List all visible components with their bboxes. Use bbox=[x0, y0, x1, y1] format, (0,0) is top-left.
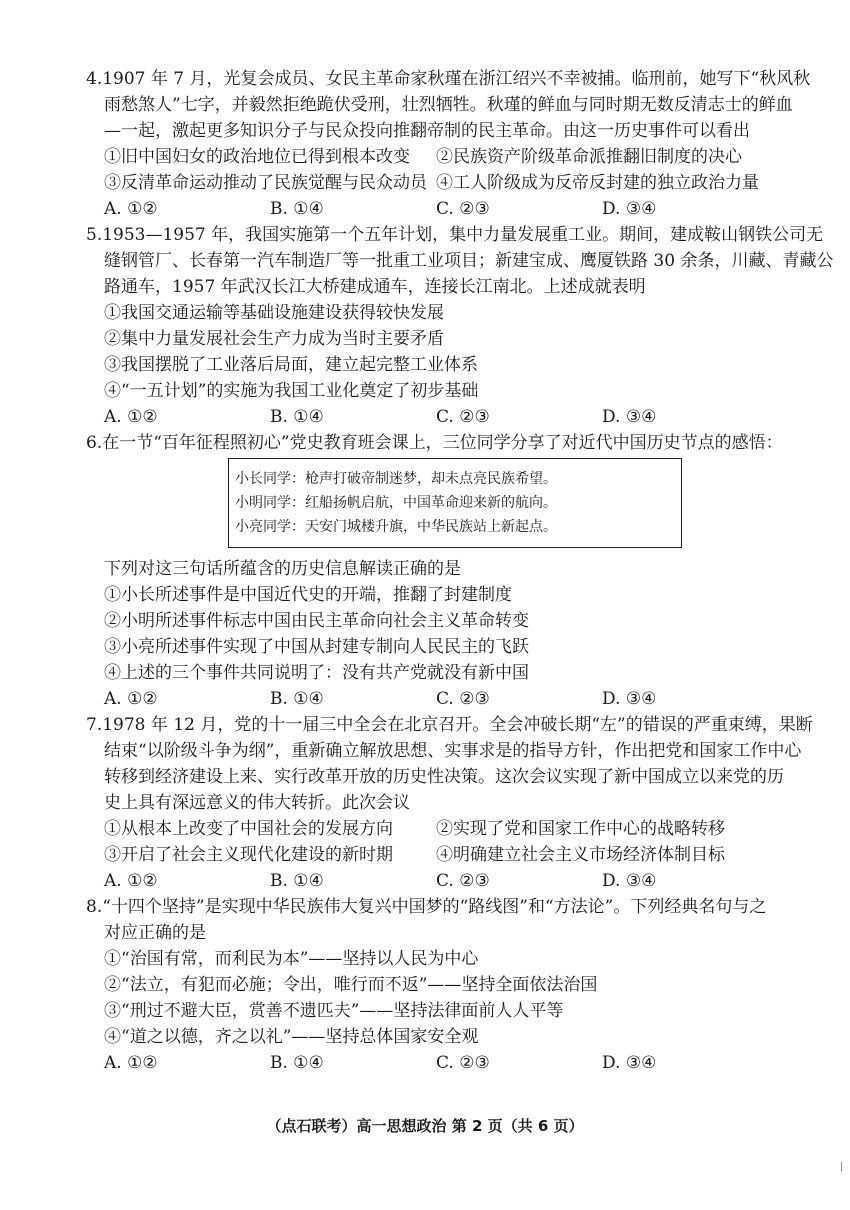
q8-option-4: ④“道之以德，齐之以礼”——坚持总体国家安全观 bbox=[104, 1027, 479, 1047]
question-5 bbox=[86, 222, 834, 430]
q4-option-4: ④工人阶级成为反帝反封建的独立政治力量 bbox=[436, 173, 759, 193]
q6-quote-xiaoming: 小明同学：红船扬帆启航，中国革命迎来新的航向。 bbox=[235, 495, 557, 511]
q5-stem-line: 5.1953—1957 年，我国实施第一个五年计划，集中力量发展重工业。期间，建成鞍山钢铁公司无 bbox=[86, 225, 824, 245]
q7-stem-line: 转移到经济建设上来、实行改革开放的历史性决策。这次会议实现了新中国成立以来党的历 bbox=[104, 767, 784, 787]
question-6-body bbox=[86, 556, 806, 712]
page-footer: （点石联考）高一思想政治 第 2 页（共 6 页） bbox=[266, 1117, 584, 1135]
question-7 bbox=[86, 712, 813, 894]
q7-option-2: ②实现了党和国家工作中心的战略转移 bbox=[436, 819, 725, 839]
q4-stem-line: 雨愁煞人”七字，并毅然拒绝跪伏受刑，壮烈牺牲。秋瑾的鲜血与同时期无数反清志士的鲜血 bbox=[104, 95, 793, 115]
q7-stem-line: 史上具有深远意义的伟大转折。此次会议 bbox=[104, 793, 410, 813]
q6-option-1: ①小长所述事件是中国近代史的开端，推翻了封建制度 bbox=[104, 585, 512, 605]
q6-quote-box bbox=[228, 458, 682, 548]
choice-c: C. ②③ bbox=[436, 1053, 490, 1073]
q7-option-4: ④明确建立社会主义市场经济体制目标 bbox=[436, 845, 725, 865]
choice-d: D. ③④ bbox=[602, 689, 657, 709]
q7-option-1: ①从根本上改变了中国社会的发展方向 bbox=[104, 819, 393, 839]
choice-b: B. ①④ bbox=[270, 199, 324, 219]
choice-a: A. ①② bbox=[104, 871, 158, 891]
q8-choices bbox=[86, 1050, 806, 1076]
q8-stem-line: 8.“十四个坚持”是实现中华民族伟大复兴中国梦的“路线图”和“方法论”。下列经典名句与之 bbox=[86, 897, 767, 917]
choice-d: D. ③④ bbox=[602, 1053, 657, 1073]
q8-stem-line: 对应正确的是 bbox=[104, 923, 206, 943]
q6-quote-xiaochang: 小长同学：枪声打破帝制迷梦，却未点亮民族希望。 bbox=[235, 471, 557, 487]
q8-option-1: ①“治国有常，而利民为本”——坚持以人民为中心 bbox=[104, 949, 479, 969]
choice-c: C. ②③ bbox=[436, 199, 490, 219]
q5-option-3: ③我国摆脱了工业落后局面，建立起完整工业体系 bbox=[104, 355, 478, 375]
question-8 bbox=[86, 894, 806, 1076]
q5-stem-line: 缝钢管厂、长春第一汽车制造厂等一批重工业项目；新建宝成、鹰厦铁路 30 余条，川藏、青藏公 bbox=[104, 251, 834, 271]
q6-option-4: ④上述的三个事件共同说明了：没有共产党就没有新中国 bbox=[104, 663, 529, 683]
choice-c: C. ②③ bbox=[436, 871, 490, 891]
q4-option-2: ②民族资产阶级革命派推翻旧制度的决心 bbox=[436, 147, 742, 167]
choice-b: B. ①④ bbox=[270, 407, 324, 427]
choice-a: A. ①② bbox=[104, 407, 158, 427]
choice-b: B. ①④ bbox=[270, 689, 324, 709]
q4-stem-line: —一起，激起更多知识分子与民众投向推翻帝制的民主革命。由这一历史事件可以看出 bbox=[104, 121, 750, 141]
q5-stem-line: 路通车，1957 年武汉长江大桥建成通车，连接长江南北。上述成就表明 bbox=[104, 277, 646, 297]
choice-c: C. ②③ bbox=[436, 689, 490, 709]
q6-question: 下列对这三句话所蕴含的历史信息解读正确的是 bbox=[104, 559, 461, 579]
choice-a: A. ①② bbox=[104, 199, 158, 219]
q7-options-row bbox=[86, 816, 806, 842]
q6-quote-xiaoliang: 小亮同学：天安门城楼升旗，中华民族站上新起点。 bbox=[235, 519, 557, 535]
q6-choices bbox=[86, 686, 806, 712]
q5-choices bbox=[86, 404, 806, 430]
q4-stem-line: 4.1907 年 7 月，光复会成员、女民主革命家秋瑾在浙江绍兴不幸被捕。临刑前，她写下“秋风秋 bbox=[86, 69, 811, 89]
q5-option-4: ④“一五计划”的实施为我国工业化奠定了初步基础 bbox=[104, 381, 479, 401]
q4-options-row bbox=[86, 144, 806, 170]
q4-options-row bbox=[86, 170, 806, 196]
question-4 bbox=[86, 66, 811, 222]
q8-option-2: ②“法立，有犯而必施；令出，唯行而不返”——坚持全面依法治国 bbox=[104, 975, 598, 995]
choice-c: C. ②③ bbox=[436, 407, 490, 427]
q8-option-3: ③“刑过不避大臣，赏善不遗匹夫”——坚持法律面前人人平等 bbox=[104, 1001, 564, 1021]
q7-choices bbox=[86, 868, 806, 894]
q6-stem: 6.在一节“百年征程照初心”党史教育班会课上，三位同学分享了对近代中国历史节点的感悟： bbox=[86, 433, 783, 453]
choice-d: D. ③④ bbox=[602, 407, 657, 427]
q6-option-2: ②小明所述事件标志中国由民主革命向社会主义革命转变 bbox=[104, 611, 529, 631]
q7-stem-line: 结束“以阶级斗争为纲”，重新确立解放思想、实事求是的指导方针，作出把党和国家工作中心 bbox=[104, 741, 802, 761]
choice-b: B. ①④ bbox=[270, 1053, 324, 1073]
q5-option-1: ①我国交通运输等基础设施建设获得较快发展 bbox=[104, 303, 444, 323]
q4-choices bbox=[86, 196, 806, 222]
choice-a: A. ①② bbox=[104, 689, 158, 709]
question-6 bbox=[86, 430, 806, 456]
q4-option-3: ③反清革命运动推动了民族觉醒与民众动员 bbox=[104, 173, 427, 193]
q7-option-3: ③开启了社会主义现代化建设的新时期 bbox=[104, 845, 393, 865]
q6-option-3: ③小亮所述事件实现了中国从封建专制向人民民主的飞跃 bbox=[104, 637, 529, 657]
choice-a: A. ①② bbox=[104, 1053, 158, 1073]
q4-option-1: ①旧中国妇女的政治地位已得到根本改变 bbox=[104, 147, 410, 167]
q7-options-row bbox=[86, 842, 806, 868]
q7-stem-line: 7.1978 年 12 月，党的十一届三中全会在北京召开。全会冲破长期“左”的错误的严重束缚，果断 bbox=[86, 715, 813, 735]
edge-mark bbox=[841, 1162, 842, 1172]
choice-d: D. ③④ bbox=[602, 871, 657, 891]
q5-option-2: ②集中力量发展社会生产力成为当时主要矛盾 bbox=[104, 329, 444, 349]
choice-d: D. ③④ bbox=[602, 199, 657, 219]
choice-b: B. ①④ bbox=[270, 871, 324, 891]
